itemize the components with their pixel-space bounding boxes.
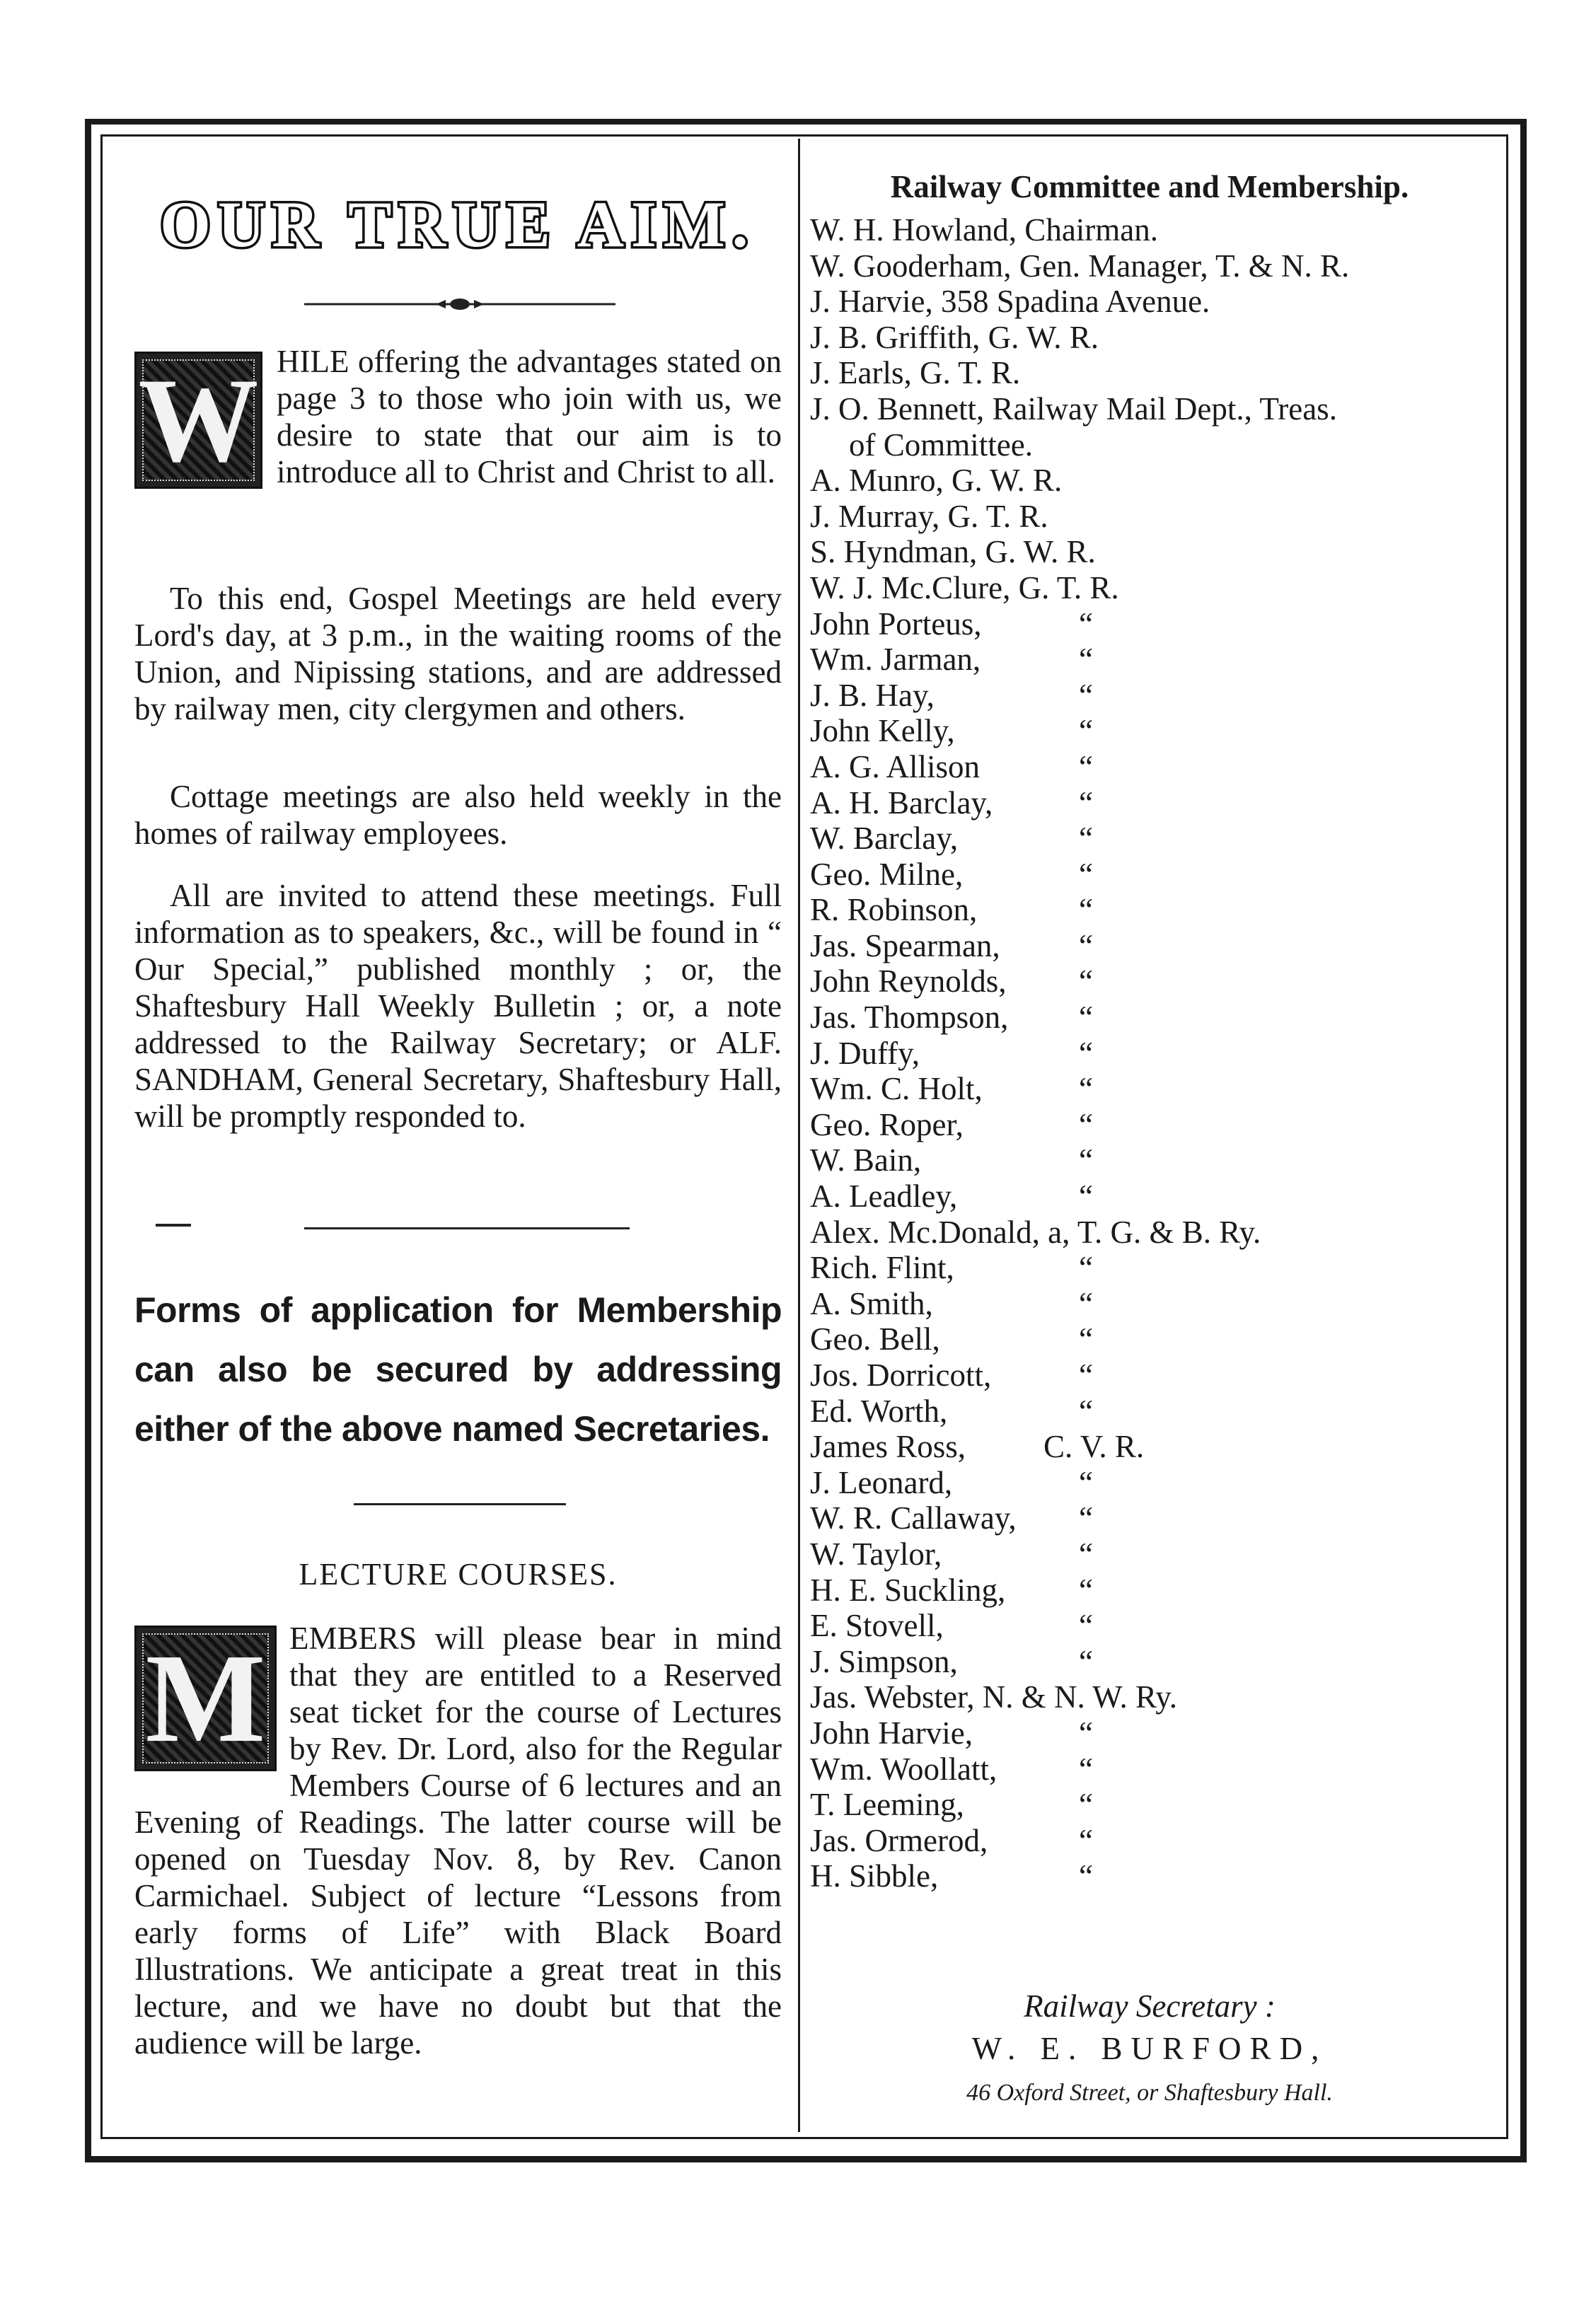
member-affiliation: “ xyxy=(1079,963,1093,1000)
member-name: J. Simpson, xyxy=(810,1643,958,1679)
list-item xyxy=(810,391,1489,427)
member-affiliation: “ xyxy=(1079,1142,1093,1178)
membership-list xyxy=(810,212,1489,1894)
member-affiliation: “ xyxy=(1079,1357,1093,1393)
list-item xyxy=(810,1178,1489,1215)
member-affiliation: “ xyxy=(1079,713,1093,749)
member-affiliation: “ xyxy=(1079,642,1093,678)
cottage-meetings-paragraph: Cottage meetings are also held weekly in the homes of railway employees. xyxy=(134,779,782,851)
list-item xyxy=(810,1142,1489,1178)
member-name: J. Duffy, xyxy=(810,1035,920,1071)
lecture-paragraph-block xyxy=(134,1620,782,2061)
member-name: J. B. Hay, xyxy=(810,677,935,713)
member-affiliation: “ xyxy=(1079,1643,1093,1679)
member-name: J. Harvie, 358 Spadina Avenue. xyxy=(810,284,1210,320)
list-item xyxy=(810,320,1489,356)
list-item xyxy=(810,928,1489,964)
member-affiliation: “ xyxy=(1079,1106,1093,1142)
list-item xyxy=(810,857,1489,893)
list-item xyxy=(810,713,1489,749)
dropcap-m xyxy=(134,1626,277,1771)
secretary-address: 46 Oxford Street, or Shaftesbury Hall. xyxy=(966,2080,1333,2106)
list-item xyxy=(810,1321,1489,1357)
member-name: Jas. Spearman, xyxy=(810,927,1000,963)
member-name: Wm. Woollatt, xyxy=(810,1751,998,1787)
member-name: J. B. Griffith, G. W. R. xyxy=(810,319,1099,355)
secretary-label: Railway Secretary : xyxy=(1024,1988,1276,2024)
member-affiliation: “ xyxy=(1079,1858,1093,1894)
list-item xyxy=(810,1357,1489,1394)
ornament-divider xyxy=(304,296,615,313)
list-item xyxy=(810,427,1489,463)
member-affiliation: “ xyxy=(1079,856,1093,892)
list-item xyxy=(810,570,1489,606)
member-name: Geo. Bell, xyxy=(810,1321,940,1357)
member-affiliation: “ xyxy=(1079,1393,1093,1429)
list-item xyxy=(810,785,1489,821)
our-true-aim-title xyxy=(134,191,782,262)
dropcap-w xyxy=(134,352,262,489)
membership-forms-notice: Forms of application for Membership can also be secured by addressing either of the above named Secretaries. xyxy=(134,1290,782,1449)
member-name: S. Hyndman, G. W. R. xyxy=(810,534,1096,570)
list-item xyxy=(810,821,1489,857)
member-affiliation: “ xyxy=(1079,927,1093,963)
member-name: Geo. Milne, xyxy=(810,856,964,892)
list-item xyxy=(810,212,1489,248)
member-affiliation: “ xyxy=(1079,784,1093,821)
member-affiliation: “ xyxy=(1079,606,1093,642)
dropcap-letter: M xyxy=(145,1628,266,1768)
member-affiliation: “ xyxy=(1079,1751,1093,1787)
member-name: James Ross, xyxy=(810,1429,966,1465)
list-item xyxy=(810,1500,1489,1536)
list-item xyxy=(810,1644,1489,1680)
list-item xyxy=(810,1215,1489,1251)
member-name: John Kelly, xyxy=(810,713,955,749)
member-name: Alex. Mc.Donald, a, T. G. & B. Ry. xyxy=(810,1214,1261,1250)
member-name: Wm. C. Holt, xyxy=(810,1071,983,1107)
member-name: Ed. Worth, xyxy=(810,1393,948,1429)
member-affiliation: “ xyxy=(1079,1822,1093,1858)
gospel-meetings-paragraph: To this end, Gospel Meetings are held every Lord's day, at 3 p.m., in the waiting rooms of the Union, and Nipissing stations, and are addressed by railway men, city clergymen and others. xyxy=(134,581,782,726)
list-item xyxy=(810,1000,1489,1036)
list-item xyxy=(810,642,1489,678)
list-item xyxy=(810,1036,1489,1072)
member-affiliation: “ xyxy=(1079,1250,1093,1286)
member-affiliation: “ xyxy=(1079,1035,1093,1071)
list-item xyxy=(810,248,1489,284)
member-name: Geo. Roper, xyxy=(810,1106,964,1142)
invitation-paragraph: All are invited to attend these meetings. Full information as to speakers, &c., will be found in “ Our Special,” published monthly ; or, the Shaftesbury Hall Weekly Bulletin ; or, a note addressed to the Railway Secretary; or ALF. SANDHAM, General Secretary, Shaftesbury Hall, will be promptly responded to. xyxy=(134,878,782,1134)
member-affiliation: “ xyxy=(1079,748,1093,784)
lecture-paragraph: EMBERS will please bear in mind that they are entitled to a Reserved seat ticket for the course of Lectures by Rev. Dr. Lord, also for the Regular Members Course of 6 lectures and an Evening of Readings. The latter course will be opened on Tuesday Nov. 8, by Rev. Canon Carmichael. Subject of lecture “Lessons from early forms of Life” with Black Board Illustrations. We anticipate a great treat in this lecture, and we have no doubt but that the audience will be large. xyxy=(134,1621,782,2061)
list-item xyxy=(810,1751,1489,1788)
list-item xyxy=(810,1394,1489,1430)
member-name: J. Murray, G. T. R. xyxy=(810,498,1048,534)
title-text: OUR TRUE AIM. xyxy=(160,191,756,260)
member-affiliation: “ xyxy=(1079,821,1093,857)
member-affiliation: “ xyxy=(1079,1787,1093,1823)
member-affiliation: “ xyxy=(1079,1572,1093,1608)
dropcap-letter: W xyxy=(138,354,259,487)
list-item xyxy=(810,892,1489,928)
list-item xyxy=(810,1572,1489,1609)
member-affiliation: C. V. R. xyxy=(1043,1429,1145,1465)
lecture-courses-heading: LECTURE COURSES. xyxy=(299,1557,618,1592)
member-affiliation: “ xyxy=(1079,1321,1093,1357)
member-name: A. Leadley, xyxy=(810,1178,958,1215)
member-name: W. Gooderham, Gen. Manager, T. & N. R. xyxy=(810,248,1350,284)
member-name: H. Sibble, xyxy=(810,1858,939,1894)
member-name: John Reynolds, xyxy=(810,963,1007,1000)
committee-heading: Railway Committee and Membership. xyxy=(890,169,1409,204)
member-name: Jas. Thompson, xyxy=(810,1000,1009,1036)
member-name: A. H. Barclay, xyxy=(810,784,993,821)
list-item xyxy=(810,1107,1489,1143)
list-item xyxy=(810,1608,1489,1644)
member-name: W. J. Mc.Clure, G. T. R. xyxy=(810,569,1119,606)
list-item xyxy=(810,678,1489,714)
secretary-name: W. E. BURFORD, xyxy=(971,2031,1328,2066)
member-name: J. Leonard, xyxy=(810,1464,953,1500)
list-item xyxy=(810,963,1489,1000)
list-item xyxy=(810,749,1489,785)
member-name: Jos. Dorricott, xyxy=(810,1357,992,1393)
member-name: W. H. Howland, Chairman. xyxy=(810,212,1159,248)
member-name: John Porteus, xyxy=(810,606,982,642)
intro-paragraph: HILE offering the advantages stated on page 3 to those who join with us, we desire to state that our aim is to introduce all to Christ and Christ to all. xyxy=(277,344,782,489)
member-affiliation: “ xyxy=(1079,1608,1093,1644)
intro-paragraph-block xyxy=(134,343,782,492)
list-item xyxy=(810,1823,1489,1859)
member-name: E. Stovell, xyxy=(810,1608,944,1644)
list-item xyxy=(810,1465,1489,1501)
member-name: W. Barclay, xyxy=(810,821,959,857)
list-item xyxy=(810,1250,1489,1286)
section-rule xyxy=(304,1227,630,1229)
member-affiliation: “ xyxy=(1079,1500,1093,1536)
list-item xyxy=(810,1536,1489,1572)
list-item xyxy=(810,1071,1489,1107)
member-affiliation: “ xyxy=(1079,677,1093,713)
list-item xyxy=(810,1286,1489,1322)
member-name: Jas. Ormerod, xyxy=(810,1822,988,1858)
member-name: A. G. Allison xyxy=(810,748,981,784)
member-name: John Harvie, xyxy=(810,1715,973,1751)
member-name: W. R. Callaway, xyxy=(810,1500,1017,1536)
list-item xyxy=(810,463,1489,499)
list-item xyxy=(810,534,1489,570)
member-name: Wm. Jarman, xyxy=(810,642,981,678)
list-item xyxy=(810,1787,1489,1823)
member-name: J. O. Bennett, Railway Mail Dept., Treas. xyxy=(810,390,1337,427)
member-affiliation: “ xyxy=(1079,1178,1093,1215)
member-affiliation: “ xyxy=(1079,1464,1093,1500)
member-name: Jas. Webster, N. & N. W. Ry. xyxy=(810,1679,1178,1715)
member-affiliation: “ xyxy=(1079,1000,1093,1036)
member-name: R. Robinson, xyxy=(810,892,978,928)
list-item xyxy=(810,1858,1489,1894)
list-item xyxy=(810,1715,1489,1751)
section-rule-small xyxy=(354,1503,566,1505)
member-affiliation: “ xyxy=(1079,1285,1093,1321)
member-affiliation: “ xyxy=(1079,1715,1093,1751)
column-divider xyxy=(798,139,800,2132)
list-item xyxy=(810,1679,1489,1715)
member-name: T. Leeming, xyxy=(810,1787,964,1823)
member-name: W. Taylor, xyxy=(810,1536,942,1572)
list-item xyxy=(810,284,1489,320)
member-name: Rich. Flint, xyxy=(810,1250,954,1286)
member-name: A. Munro, G. W. R. xyxy=(810,463,1063,499)
member-name: H. E. Suckling, xyxy=(810,1572,1006,1608)
list-item xyxy=(810,499,1489,535)
member-name: of Committee. xyxy=(849,427,1033,463)
list-item xyxy=(810,355,1489,391)
short-dash xyxy=(156,1224,191,1227)
list-item xyxy=(810,606,1489,642)
member-name: J. Earls, G. T. R. xyxy=(810,355,1021,391)
list-item xyxy=(810,1429,1489,1465)
member-affiliation: “ xyxy=(1079,1071,1093,1107)
member-affiliation: “ xyxy=(1079,892,1093,928)
member-name: A. Smith, xyxy=(810,1285,933,1321)
member-name: W. Bain, xyxy=(810,1142,922,1178)
member-affiliation: “ xyxy=(1079,1536,1093,1572)
